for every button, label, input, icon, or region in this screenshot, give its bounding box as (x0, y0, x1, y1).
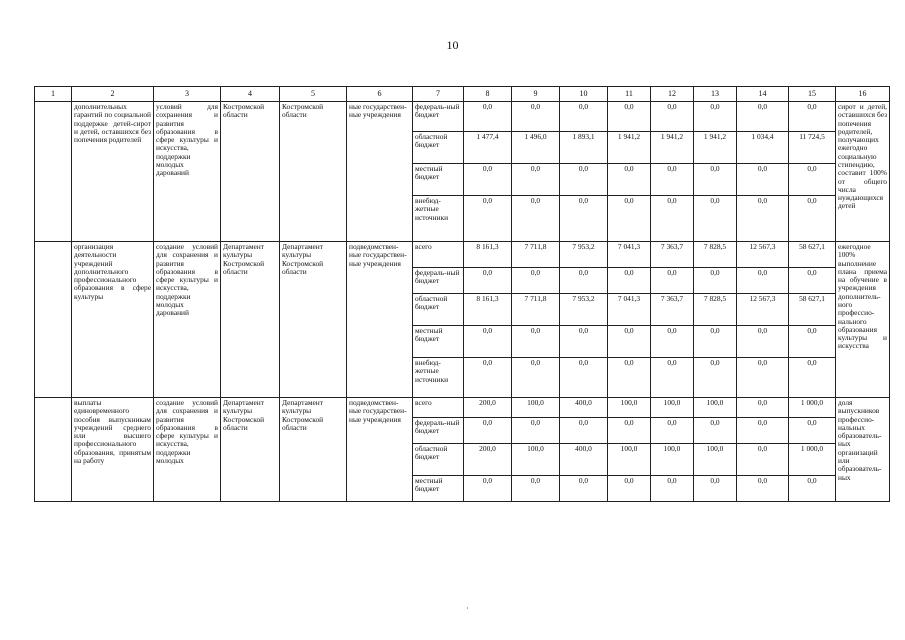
funding-value: 200,0 (464, 444, 512, 476)
funding-value: 100,0 (608, 444, 651, 476)
funding-value: 7 711,8 (512, 242, 560, 268)
funding-value: 0,0 (737, 444, 789, 476)
funding-value: 0,0 (651, 268, 694, 294)
funding-value: 0,0 (512, 102, 560, 132)
funding-source: областной бюджет (413, 132, 464, 164)
header-cell: 9 (512, 87, 560, 102)
funding-value: 0,0 (512, 358, 560, 398)
funding-value: 1 000,0 (789, 398, 836, 418)
funding-source: местный бюджет (413, 164, 464, 196)
measure-goal: создание условий для сохранения и развития образования в сфере культуры и искусства, поддержки молодых дарований (154, 242, 221, 398)
header-cell: 14 (737, 87, 789, 102)
funding-value: 0,0 (651, 164, 694, 196)
program-table (34, 86, 890, 502)
funding-value: 12 567,3 (737, 294, 789, 326)
responsible-executor: Департамент культуры Костромской области (221, 398, 280, 502)
header-cell: 8 (464, 87, 512, 102)
funding-value: 0,0 (464, 418, 512, 444)
funding-value: 0,0 (560, 476, 608, 502)
funding-value: 7 828,5 (694, 242, 737, 268)
funding-value: 1 034,4 (737, 132, 789, 164)
participants: подведомствен-ные государствен-ные учреждения (347, 242, 413, 398)
header-cell: 12 (651, 87, 694, 102)
page-number: 10 (446, 38, 459, 52)
funding-value: 0,0 (608, 164, 651, 196)
funding-value: 0,0 (737, 196, 789, 242)
funding-value: 0,0 (694, 268, 737, 294)
funding-value: 0,0 (737, 102, 789, 132)
header-cell: 1 (35, 87, 72, 102)
funding-value: 0,0 (651, 476, 694, 502)
funding-value: 0,0 (560, 196, 608, 242)
funding-value: 7 363,7 (651, 294, 694, 326)
funding-value: 0,0 (464, 326, 512, 358)
funding-value: 0,0 (560, 418, 608, 444)
funding-value: 0,0 (464, 196, 512, 242)
funding-value: 1 496,0 (512, 132, 560, 164)
funding-value: 0,0 (560, 326, 608, 358)
funding-source: всего (413, 398, 464, 418)
funding-value: 100,0 (651, 444, 694, 476)
funding-value: 100,0 (651, 398, 694, 418)
funding-value: 8 161,3 (464, 242, 512, 268)
funding-value: 0,0 (608, 418, 651, 444)
funding-value: 0,0 (737, 418, 789, 444)
funding-value: 0,0 (608, 268, 651, 294)
funding-value: 0,0 (464, 268, 512, 294)
funding-value: 1 893,1 (560, 132, 608, 164)
header-cell: 15 (789, 87, 836, 102)
funding-value: 0,0 (694, 418, 737, 444)
funding-source: областной бюджет (413, 444, 464, 476)
funding-value: 200,0 (464, 398, 512, 418)
number-cell (35, 398, 72, 502)
measure-goal: создание условий для сохранения и развития образования в сфере культуры и искусства, поддержки молодых (154, 398, 221, 502)
header-cell: 7 (413, 87, 464, 102)
funding-value: 7 041,3 (608, 294, 651, 326)
funding-value: 0,0 (789, 196, 836, 242)
funding-value: 0,0 (608, 358, 651, 398)
funding-value: 7 363,7 (651, 242, 694, 268)
funding-value: 0,0 (464, 358, 512, 398)
funding-value: 0,0 (512, 476, 560, 502)
funding-value: 0,0 (608, 102, 651, 132)
funding-value: 0,0 (694, 196, 737, 242)
funding-value: 0,0 (694, 476, 737, 502)
funding-value: 0,0 (651, 418, 694, 444)
funding-value: 0,0 (464, 476, 512, 502)
responsible-executor: Департамент культуры Костромской области (221, 242, 280, 398)
scan-speck: · (466, 604, 469, 613)
header-cell: 5 (280, 87, 347, 102)
funding-value: 0,0 (651, 326, 694, 358)
co-executor: Костромской области (280, 102, 347, 242)
funding-value: 1 941,2 (608, 132, 651, 164)
funding-value: 0,0 (694, 326, 737, 358)
funding-value: 0,0 (737, 398, 789, 418)
table-body (35, 87, 890, 502)
funding-value: 0,0 (789, 164, 836, 196)
funding-source: всего (413, 242, 464, 268)
funding-value: 0,0 (737, 164, 789, 196)
funding-value: 0,0 (789, 358, 836, 398)
funding-value: 0,0 (789, 418, 836, 444)
funding-value: 0,0 (512, 268, 560, 294)
funding-value: 7 953,2 (560, 242, 608, 268)
number-cell (35, 242, 72, 398)
funding-value: 0,0 (737, 358, 789, 398)
funding-source: внебюд-жетные источники (413, 358, 464, 398)
funding-source: внебюд-жетные источники (413, 196, 464, 242)
table-row (35, 242, 890, 268)
funding-value: 0,0 (512, 164, 560, 196)
funding-value: 8 161,3 (464, 294, 512, 326)
funding-value: 0,0 (737, 326, 789, 358)
funding-value: 100,0 (608, 398, 651, 418)
header-cell: 6 (347, 87, 413, 102)
funding-value: 11 724,5 (789, 132, 836, 164)
funding-value: 7 828,5 (694, 294, 737, 326)
funding-value: 0,0 (737, 476, 789, 502)
funding-value: 0,0 (608, 326, 651, 358)
header-cell: 11 (608, 87, 651, 102)
expected-result: ежегодное 100% выполнение плана приема на обучение в учреждения дополнитель-ного профессио-нального образования культуры и искусства (836, 242, 890, 398)
funding-value: 400,0 (560, 398, 608, 418)
funding-value: 0,0 (651, 102, 694, 132)
funding-value: 0,0 (560, 358, 608, 398)
expected-result: доля выпускников профессио-нальных образователь-ных организаций или образователь-ных (836, 398, 890, 502)
participants: ные государствен-ные учреждения (347, 102, 413, 242)
funding-value: 0,0 (651, 358, 694, 398)
funding-source: местный бюджет (413, 476, 464, 502)
funding-value: 100,0 (694, 398, 737, 418)
funding-value: 0,0 (789, 326, 836, 358)
funding-value: 0,0 (512, 418, 560, 444)
funding-value: 100,0 (512, 444, 560, 476)
funding-value: 0,0 (608, 196, 651, 242)
funding-source: областной бюджет (413, 294, 464, 326)
funding-value: 100,0 (512, 398, 560, 418)
responsible-executor: Костромской области (221, 102, 280, 242)
funding-value: 0,0 (694, 164, 737, 196)
funding-value: 1 477,4 (464, 132, 512, 164)
header-cell: 10 (560, 87, 608, 102)
header-cell: 3 (154, 87, 221, 102)
funding-value: 0,0 (512, 196, 560, 242)
funding-value: 0,0 (694, 102, 737, 132)
measure-name: организация деятельности учреждений дополнительного профессионального образования в сфере культуры (72, 242, 154, 398)
funding-value: 0,0 (512, 326, 560, 358)
measure-name: дополнительных гарантий по социальной поддержке детей-сирот и детей, оставшихся без попечения родителей (72, 102, 154, 242)
header-cell: 13 (694, 87, 737, 102)
header-cell: 4 (221, 87, 280, 102)
co-executor: Департамент культуры Костромской области (280, 398, 347, 502)
funding-value: 0,0 (737, 268, 789, 294)
funding-value: 0,0 (560, 164, 608, 196)
funding-value: 0,0 (560, 102, 608, 132)
funding-value: 0,0 (560, 268, 608, 294)
participants: подведомствен-ные государствен-ные учреждения (347, 398, 413, 502)
funding-source: федераль-ный бюджет (413, 418, 464, 444)
co-executor: Департамент культуры Костромской области (280, 242, 347, 398)
funding-value: 0,0 (651, 196, 694, 242)
measure-name: выплаты единовременного пособия выпускникам учреждений среднего или высшего профессионального образования, принятым на работу (72, 398, 154, 502)
funding-value: 7 711,8 (512, 294, 560, 326)
funding-value: 0,0 (464, 164, 512, 196)
funding-value: 400,0 (560, 444, 608, 476)
header-cell: 2 (72, 87, 154, 102)
funding-value: 0,0 (464, 102, 512, 132)
header-row (35, 87, 890, 102)
funding-value: 1 941,2 (651, 132, 694, 164)
number-cell (35, 102, 72, 242)
funding-value: 58 627,1 (789, 242, 836, 268)
funding-value: 0,0 (789, 268, 836, 294)
table-row (35, 102, 890, 132)
measure-goal: условий для сохранения и развития образования в сфере культуры и искусства, поддержки молодых дарований (154, 102, 221, 242)
funding-source: местный бюджет (413, 326, 464, 358)
funding-source: федераль-ный бюджет (413, 102, 464, 132)
funding-value: 7 041,3 (608, 242, 651, 268)
funding-value: 0,0 (694, 358, 737, 398)
table-row (35, 398, 890, 418)
expected-result: сирот и детей, оставшихся без попечения родителей, получающих ежегодно социальную стипендию, составит 100% от общего числа нуждающихся детей (836, 102, 890, 242)
funding-value: 0,0 (789, 476, 836, 502)
funding-value: 0,0 (608, 476, 651, 502)
funding-source: федераль-ный бюджет (413, 268, 464, 294)
funding-value: 0,0 (789, 102, 836, 132)
funding-value: 1 941,2 (694, 132, 737, 164)
funding-value: 12 567,3 (737, 242, 789, 268)
funding-value: 100,0 (694, 444, 737, 476)
header-cell: 16 (836, 87, 890, 102)
funding-value: 7 953,2 (560, 294, 608, 326)
funding-value: 1 000,0 (789, 444, 836, 476)
funding-value: 58 627,1 (789, 294, 836, 326)
